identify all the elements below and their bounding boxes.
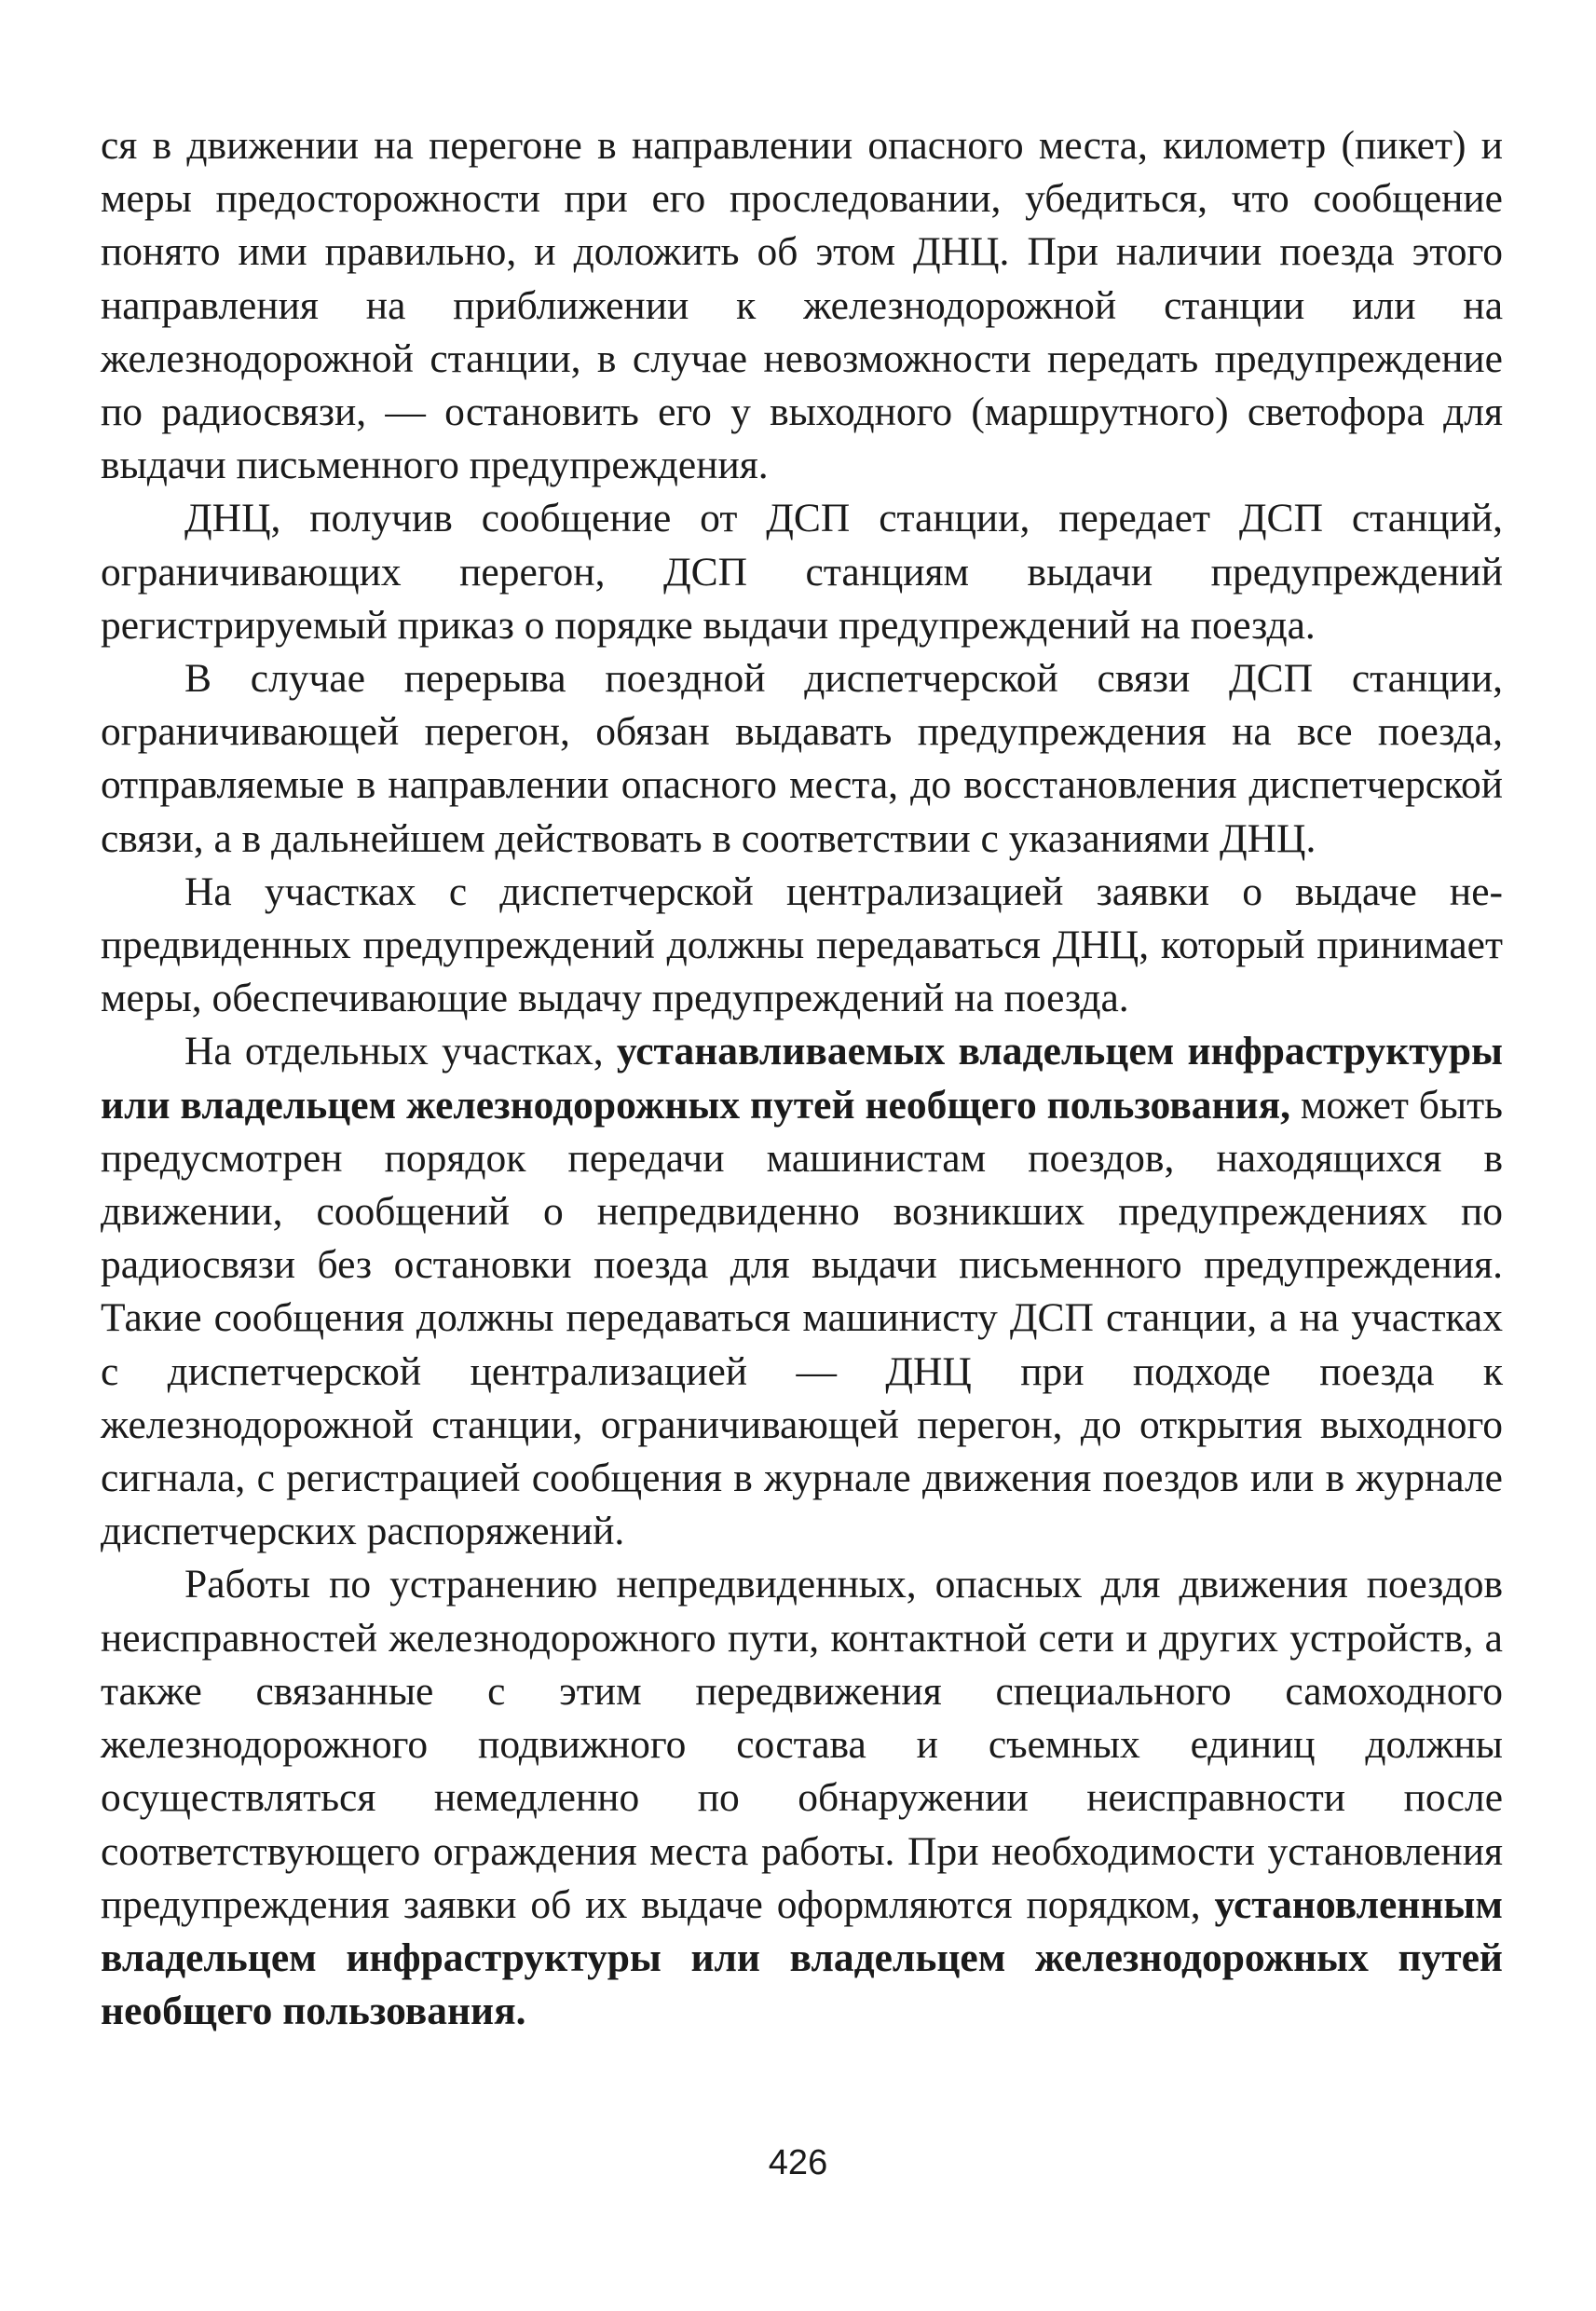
paragraph-2-text: ДНЦ, получив сообщение от ДСП станции, передает ДСП станций, ограничивающих перегон, ДСП станциям выдачи предупреждений регистрируемый приказ о порядке выдачи предупреждений на поезда. <box>101 496 1503 648</box>
paragraph-2 <box>101 492 1503 652</box>
paragraph-4 <box>101 866 1503 1026</box>
page-number: 426 <box>768 2143 828 2182</box>
paragraph-6-text: Работы по устранению непредвиденных, опасных для движения поездов неисправностей железнодорожного пути, контактной сети и других устройств, а также связанные с этим передвижения специального самоходного железнодорожного подвижного состава и съемных единиц должны осуществляться немедленно по обнаружении неисправности после соответствующего ограждения места работы. При необходимости установления предупреждения заявки об их выдаче оформляются порядком, <box>101 1562 1503 1927</box>
paragraph-5-bold: устанавливаемых владельцем инфраструктуры или владельцем железнодорожных путей необщего пользования, <box>101 1029 1503 1128</box>
paragraph-6-bold: установленным владельцем инфраструктуры или владельцем железнодорожных путей необщего пользования. <box>101 1881 1503 2034</box>
paragraph-1-text: ся в движении на перегоне в направлении опасного места, километр (пикет) и меры предосторожности при его проследовании, убедиться, что сообщение понято ими правильно, и доложить об этом ДНЦ. При наличии поезда этого направления на приближении к железнодорожной станции или на железнодорожной станции, в случае невозможности передать предупреждение по радиосвязи, — остановить его у выходного (маршрутного) светофора для выдачи письменного предупреждения. <box>101 123 1503 488</box>
paragraph-5 <box>101 1025 1503 1558</box>
paragraph-3-text: В случае перерыва поездной диспетчерской связи ДСП станции, ограничивающей перегон, обязан выдавать предупреждения на все поезда, отправляемые в направлении опасного места, до восстановления диспетчерской связи, а в дальнейшем действовать в соответствии с указаниями ДНЦ. <box>101 656 1503 861</box>
paragraph-4-text: На участках с диспетчерской централизацией заявки о выдаче непредвиденных предупреждений должны передаваться ДНЦ, который принимает меры, обеспечивающие выдачу предупреждений на поезда. <box>101 868 1503 1021</box>
paragraph-1 <box>101 119 1503 492</box>
paragraph-5-text-a: На отдельных участках, <box>184 1029 617 1074</box>
paragraph-6 <box>101 1558 1503 2038</box>
paragraph-5-text-b: может быть предусмотрен порядок передачи машинистам поездов, находящихся в движении, сообщений о непредвиденно возникших предупреждениях по радиосвязи без остановки поезда для выдачи письменного предупреждения. Такие сообщения должны передаваться машинисту ДСП станции, а на участках с диспетчерской централизацией — ДНЦ при подходе поезда к железнодорожной станции, ограничивающей перегон, до открытия выходного сигнала, с регистрацией сообщения в журнале движения поездов или в журнале диспетчерских распоряжений. <box>101 1082 1504 1554</box>
paragraph-3 <box>101 652 1503 866</box>
page-body <box>101 119 1503 2038</box>
